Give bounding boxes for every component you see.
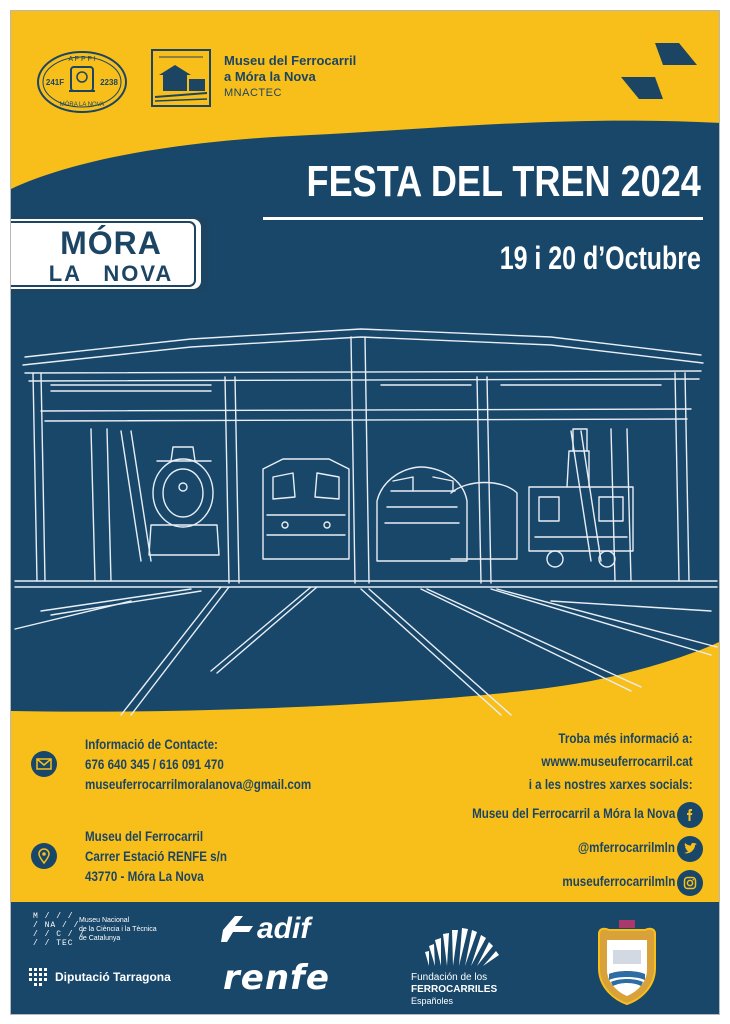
appfi-right-text: 2238	[100, 78, 118, 87]
museum-line-2: a Móra la Nova	[224, 69, 316, 84]
diputacio-tarragona-logo	[27, 966, 171, 988]
email-icon	[31, 751, 57, 777]
station-sign	[11, 213, 211, 295]
diputacio-text: Diputació Tarragona	[55, 970, 171, 984]
museum-line-3: MNACTEC	[224, 87, 282, 99]
poster	[10, 10, 720, 1015]
contact-heading: Informació de Contacte:	[85, 737, 218, 752]
station-sign-line-1: MÓRA	[60, 225, 162, 261]
ffe-line-1: Fundación de los	[411, 972, 488, 983]
mnactec-logo	[33, 912, 193, 952]
social-instagram-label[interactable]: museuferrocarrilmln	[562, 874, 675, 889]
address-line-1: Museu del Ferrocarril	[85, 829, 204, 844]
museum-name	[224, 53, 356, 101]
museum-line-1: Museu del Ferrocarril	[224, 53, 357, 68]
address-info	[85, 827, 227, 887]
adif-text: adif	[257, 912, 311, 945]
renfe-arrows-logo	[619, 31, 699, 111]
diputacio-grid-icon	[27, 966, 49, 988]
facebook-glyph	[677, 802, 703, 828]
renfe-wordmark: renfe	[223, 958, 330, 998]
instagram-icon[interactable]	[677, 870, 703, 896]
ffe-line-3: Españoles	[411, 996, 454, 1006]
event-dates: 19 i 20 d’Octubre	[499, 240, 701, 276]
title-underline	[263, 217, 703, 220]
contact-phones[interactable]: 676 640 345 / 616 091 470	[85, 757, 224, 772]
mnactec-mark: M / / / / NA / / / / C / / / / TEC	[33, 912, 86, 948]
museum-building-logo	[151, 49, 211, 107]
location-pin-icon	[31, 843, 57, 869]
appfi-bottom-text: MÓRA LA NOVA	[59, 102, 105, 108]
appfi-top-text: A P P F I	[68, 56, 96, 63]
more-info-line-3: i a les nostres xarxes socials:	[529, 777, 693, 792]
ffe-line-2: FERROCARRILES	[411, 984, 498, 995]
more-info-website[interactable]: wwww.museuferrocarril.cat	[541, 754, 693, 769]
twitter-icon[interactable]	[677, 836, 703, 862]
address-line-2: Carrer Estació RENFE s/n	[85, 849, 227, 864]
sponsors-footer	[11, 902, 720, 1015]
contact-email[interactable]: museuferrocarrilmoralanova@gmail.com	[85, 777, 312, 792]
more-info	[529, 727, 693, 796]
email-envelope-glyph	[31, 751, 57, 777]
instagram-camera-glyph	[677, 870, 703, 896]
appfi-locomotive-logo	[35, 47, 129, 117]
town-coat-of-arms-icon	[591, 916, 663, 1006]
address-line-3: 43770 - Móra La Nova	[85, 869, 204, 884]
mnactec-description: Museu Nacional de la Ciència i la Tècnica de Catalunya	[79, 917, 157, 942]
station-sign-line-2: LA NOVA	[48, 261, 174, 286]
twitter-bird-glyph	[677, 836, 703, 862]
contact-info	[85, 735, 311, 795]
facebook-icon[interactable]	[677, 802, 703, 828]
more-info-line-1: Troba més informació a:	[558, 731, 693, 746]
location-pin-glyph	[31, 843, 57, 869]
adif-arrow-icon	[221, 914, 255, 944]
train-depot-sketch	[11, 311, 720, 721]
adif-logo	[221, 912, 310, 946]
appfi-left-text: 241F	[45, 78, 65, 87]
event-title: FESTA DEL TREN 2024	[306, 157, 701, 206]
social-twitter-label[interactable]: @mferrocarrilmln	[577, 840, 675, 855]
ffe-sunburst-icon	[419, 916, 509, 968]
social-facebook-label[interactable]: Museu del Ferrocarril a Móra la Nova	[471, 806, 675, 821]
